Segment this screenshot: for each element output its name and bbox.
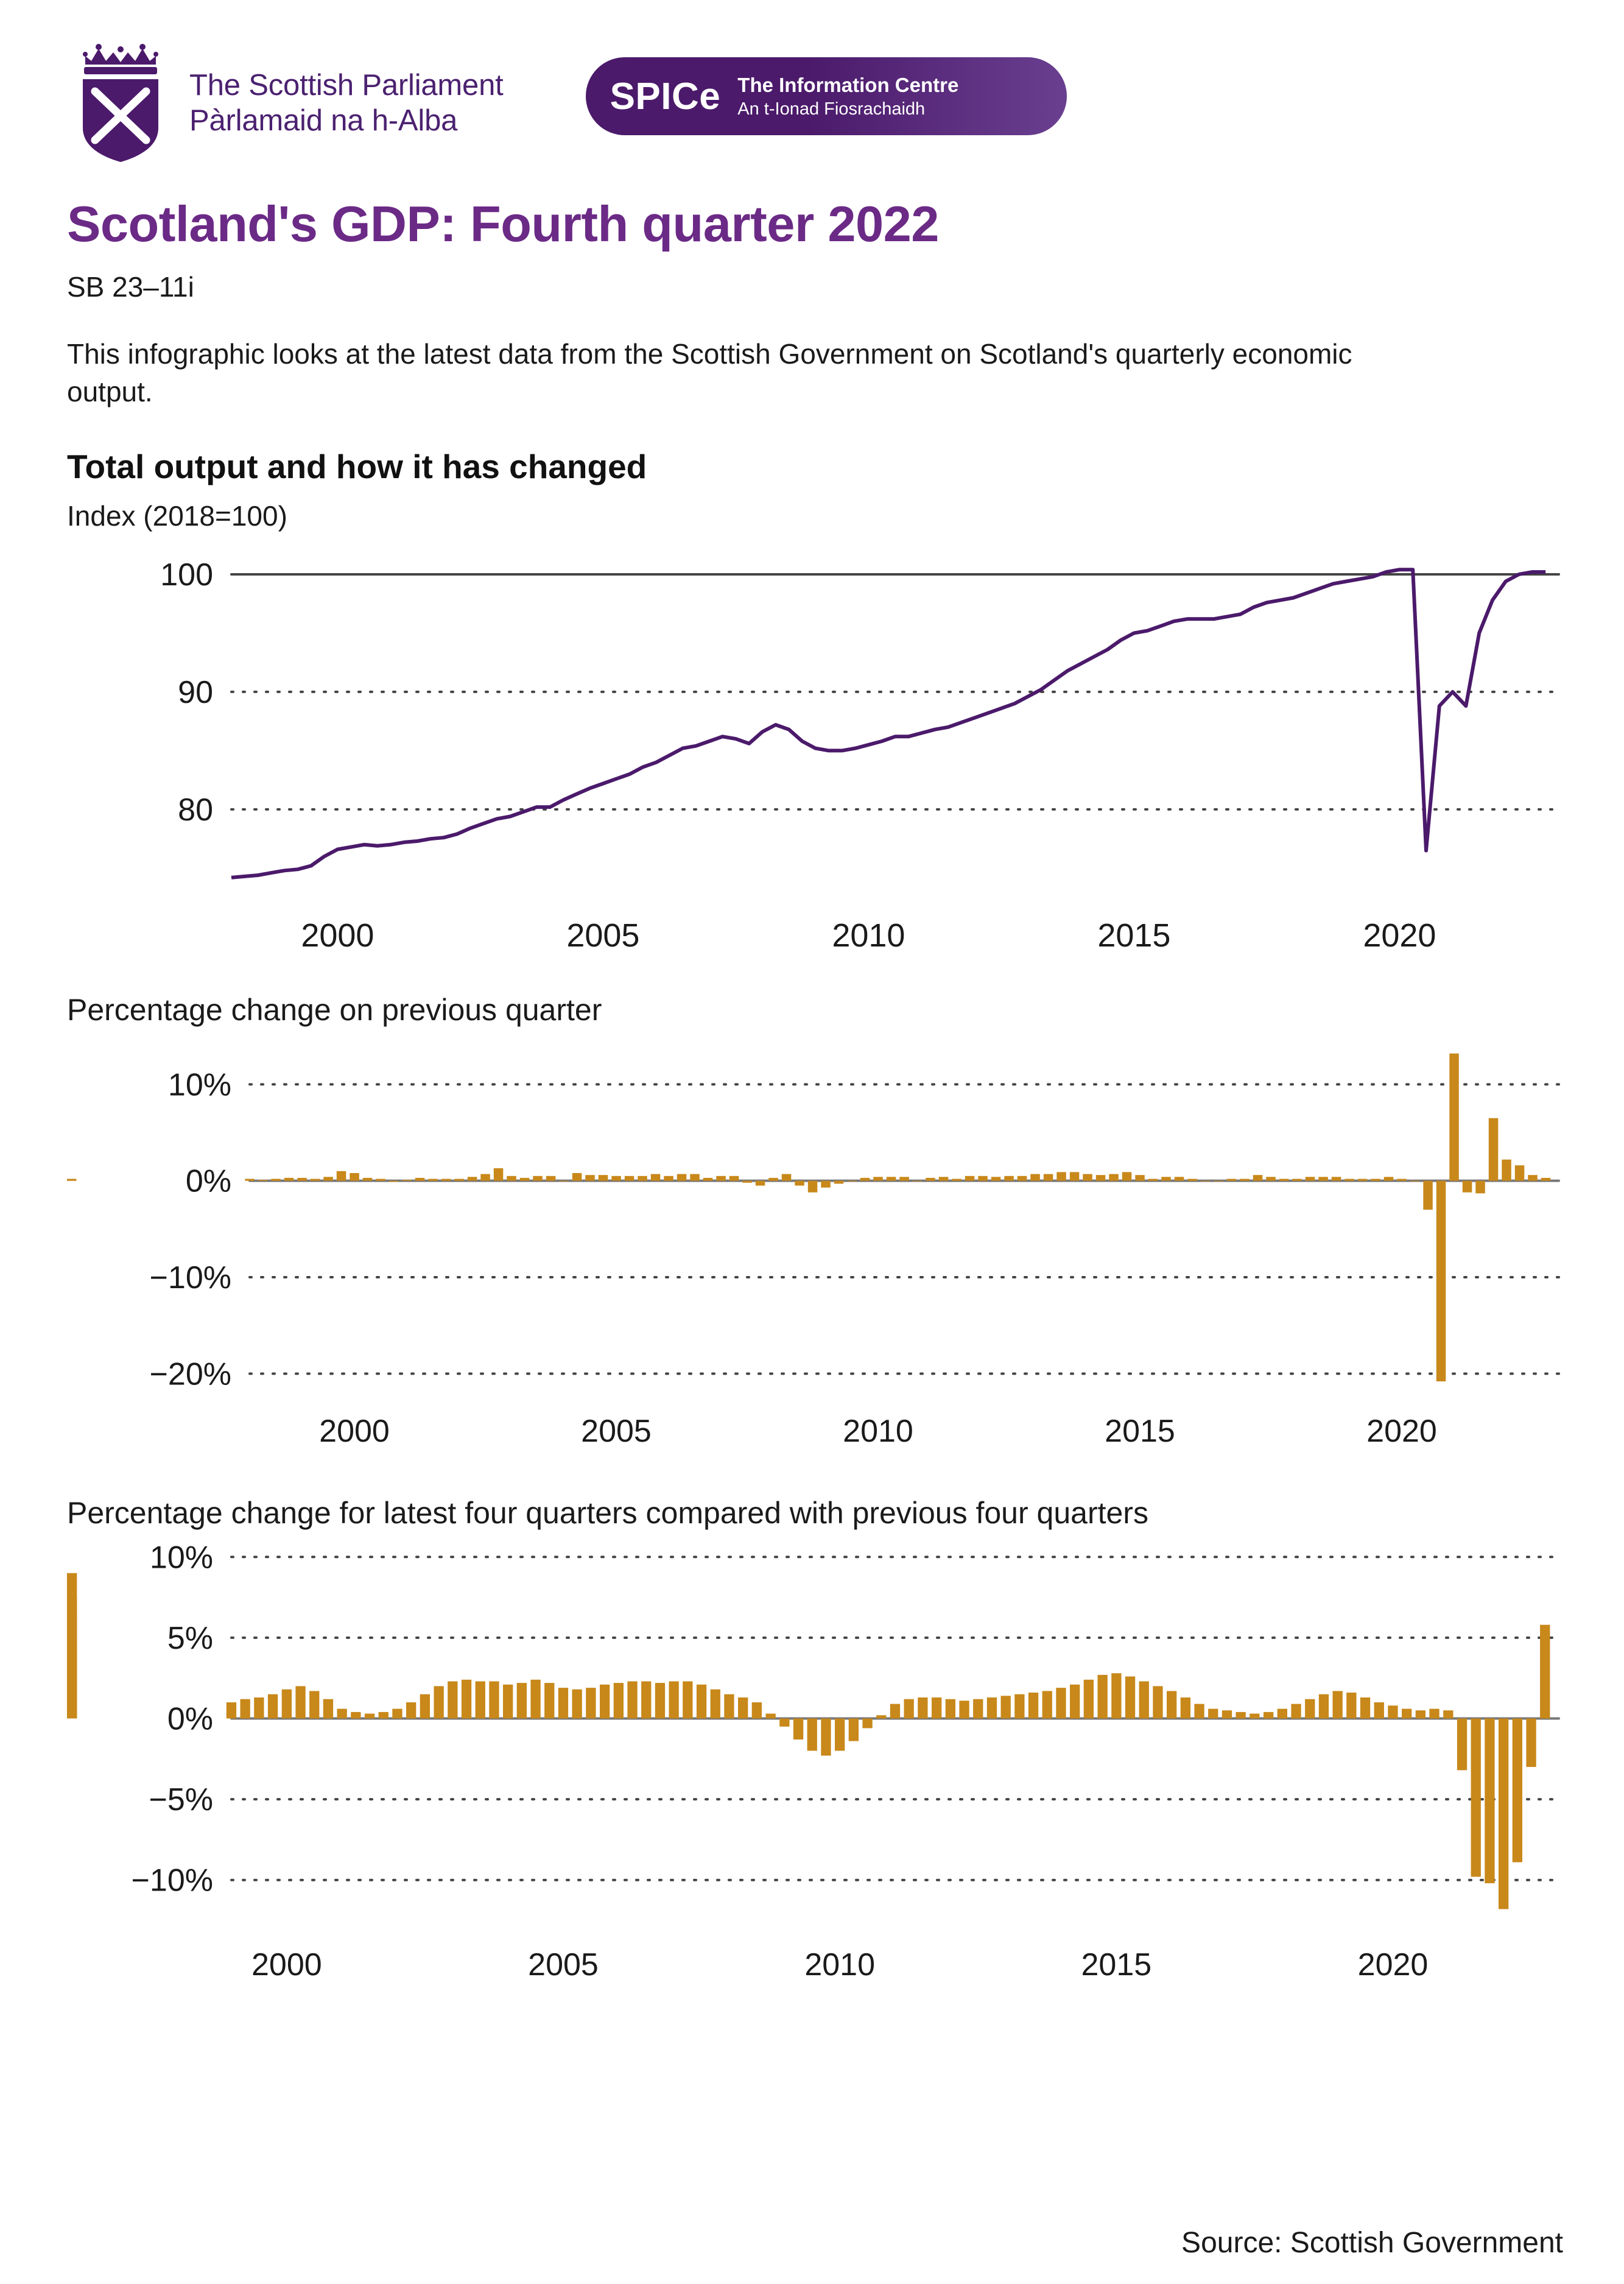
bar — [1463, 1181, 1472, 1193]
bar — [599, 1175, 608, 1181]
bar — [67, 1683, 77, 1718]
bar — [766, 1714, 776, 1719]
bar — [533, 1176, 543, 1181]
bar — [1139, 1682, 1149, 1719]
bar — [379, 1712, 388, 1719]
bar — [503, 1685, 513, 1719]
bar — [904, 1699, 914, 1719]
bar — [1540, 1625, 1550, 1719]
bar — [1489, 1118, 1499, 1181]
bar — [309, 1691, 319, 1719]
bar — [1333, 1691, 1343, 1719]
chart1-xtick-label: 2000 — [301, 917, 374, 954]
bar — [67, 1179, 77, 1181]
bar — [1098, 1675, 1108, 1719]
bar — [991, 1177, 1001, 1180]
bar — [1161, 1177, 1171, 1180]
bar — [572, 1690, 582, 1719]
bar — [939, 1177, 949, 1180]
intro-paragraph: This infographic looks at the latest data from the Scottish Government on Scotland's quarterly economic output. — [67, 338, 1352, 408]
page-header — [67, 44, 1563, 184]
chart1-xtick-label: 2015 — [1097, 917, 1171, 954]
bar — [1194, 1704, 1204, 1719]
bar — [376, 1179, 385, 1181]
bar — [1423, 1181, 1433, 1210]
chart3-xtick-label: 2005 — [528, 1947, 599, 1983]
chart-qoq-bars — [67, 1027, 1563, 1466]
chart1-ytick-label: 80 — [178, 792, 213, 828]
bar — [987, 1697, 997, 1719]
bar — [1001, 1696, 1011, 1718]
bar — [1044, 1174, 1053, 1181]
bar — [1208, 1709, 1218, 1719]
chart2-svg — [67, 1027, 1565, 1466]
bar — [1346, 1693, 1356, 1718]
bar — [1070, 1685, 1080, 1719]
bar — [572, 1173, 582, 1181]
bar — [1214, 1181, 1223, 1182]
bar — [1111, 1673, 1121, 1718]
chart1-svg — [67, 532, 1565, 959]
bar — [1083, 1174, 1092, 1181]
bar — [1526, 1719, 1536, 1768]
bar — [389, 1181, 399, 1182]
bar — [821, 1181, 831, 1188]
bar — [448, 1682, 457, 1719]
bar — [1541, 1178, 1551, 1181]
bar — [1515, 1165, 1525, 1180]
bar — [1264, 1712, 1273, 1719]
bar — [363, 1178, 373, 1181]
bar — [462, 1680, 471, 1719]
bar — [899, 1177, 909, 1180]
bar — [351, 1712, 360, 1719]
bar — [1416, 1710, 1425, 1718]
bar — [1345, 1179, 1354, 1181]
bar — [926, 1178, 935, 1181]
bar — [651, 1174, 661, 1181]
chart1-ytick-label: 100 — [160, 557, 213, 593]
bar — [890, 1704, 900, 1719]
bar — [1153, 1687, 1162, 1719]
chart3-svg — [67, 1531, 1565, 1993]
bar — [847, 1181, 857, 1182]
bar — [1222, 1710, 1232, 1718]
bar — [1148, 1179, 1158, 1181]
bar — [835, 1719, 845, 1751]
chart3-ytick-label: 10% — [149, 1540, 213, 1576]
bar — [1240, 1179, 1250, 1181]
chart2-xtick-label: 2000 — [319, 1414, 390, 1450]
bar — [625, 1176, 634, 1181]
bar — [1485, 1719, 1494, 1884]
chart-annual-bars — [67, 1531, 1563, 1993]
publication-reference: SB 23–11i — [67, 271, 194, 303]
chart3-ytick-label: 0% — [167, 1701, 213, 1737]
chart2-title: Percentage change on previous quarter — [67, 993, 602, 1027]
chart3-ytick-label: 5% — [167, 1621, 213, 1657]
bar — [415, 1178, 425, 1181]
spice-wordmark: SPICe — [610, 75, 721, 118]
bar — [297, 1178, 307, 1181]
bar — [1109, 1174, 1119, 1181]
bar — [434, 1687, 444, 1719]
bar — [337, 1171, 346, 1181]
bar — [756, 1181, 765, 1186]
bar — [1292, 1179, 1302, 1181]
section-heading: Total output and how it has changed — [67, 448, 647, 486]
bar — [834, 1181, 844, 1184]
bar — [254, 1697, 264, 1719]
bar — [1175, 1177, 1184, 1180]
bar — [600, 1685, 610, 1719]
bar — [611, 1176, 621, 1181]
bar — [742, 1181, 752, 1183]
chart1-title: Index (2018=100) — [67, 500, 287, 532]
bar — [1070, 1172, 1080, 1181]
bar — [1014, 1694, 1024, 1719]
bar — [258, 1180, 268, 1181]
bar — [779, 1719, 789, 1727]
spice-subtitle-gd: An t-Ionad Fiosrachaidh — [737, 99, 926, 119]
chart1-xtick-label: 2005 — [566, 917, 640, 954]
bar — [1266, 1177, 1276, 1180]
bar — [1084, 1680, 1094, 1719]
bar — [690, 1174, 700, 1181]
bar — [795, 1181, 804, 1186]
bar — [1167, 1691, 1176, 1719]
bar — [1374, 1702, 1384, 1719]
bar — [323, 1699, 333, 1719]
bar — [1187, 1179, 1197, 1181]
bar — [913, 1181, 923, 1182]
bar — [1449, 1054, 1459, 1181]
bar — [1402, 1709, 1411, 1719]
chart2-xtick-label: 2020 — [1366, 1414, 1437, 1450]
bar — [614, 1683, 624, 1718]
chart1-ytick-label: 90 — [178, 675, 213, 711]
bar — [284, 1178, 294, 1181]
bar — [1227, 1179, 1237, 1181]
chart3-xtick-label: 2010 — [804, 1947, 876, 1983]
bar — [873, 1177, 883, 1180]
bar — [973, 1699, 983, 1719]
bar — [849, 1719, 859, 1741]
bar — [402, 1180, 412, 1181]
bar — [1028, 1693, 1038, 1718]
bar — [1291, 1704, 1301, 1719]
bar — [808, 1181, 818, 1193]
bar — [1004, 1176, 1014, 1181]
bar — [530, 1680, 540, 1719]
bar — [1042, 1691, 1052, 1719]
chart2-xtick-label: 2015 — [1105, 1414, 1175, 1450]
bar — [489, 1682, 499, 1719]
bar — [282, 1690, 292, 1719]
bar — [918, 1697, 927, 1719]
bar — [468, 1177, 477, 1180]
bar — [1371, 1179, 1380, 1181]
chart2-xtick-label: 2005 — [581, 1414, 652, 1450]
chart2-ytick-label: 0% — [185, 1163, 231, 1199]
bar — [1030, 1174, 1040, 1181]
source-note: Source: Scottish Government — [1181, 2227, 1563, 2259]
bar — [337, 1709, 347, 1719]
bar — [1018, 1176, 1027, 1181]
bar — [716, 1176, 726, 1181]
bar — [1397, 1179, 1407, 1181]
chart3-ytick-label: −10% — [131, 1863, 213, 1898]
bar — [932, 1697, 941, 1719]
bar — [738, 1697, 748, 1719]
chart2-ytick-label: −20% — [149, 1356, 231, 1392]
bar — [793, 1719, 803, 1740]
bar — [245, 1179, 255, 1181]
page-title: Scotland's GDP: Fourth quarter 2022 — [67, 196, 939, 252]
bar — [1457, 1719, 1467, 1771]
bar — [1475, 1181, 1485, 1194]
bar — [585, 1175, 595, 1181]
chart3-xtick-label: 2020 — [1357, 1947, 1429, 1983]
bar — [683, 1682, 692, 1719]
bar — [703, 1178, 713, 1181]
chart3-xtick-label: 2000 — [251, 1947, 322, 1983]
bar — [1181, 1697, 1190, 1719]
bar — [768, 1178, 778, 1181]
bar — [946, 1699, 955, 1719]
bar — [807, 1719, 817, 1751]
bar — [271, 1179, 281, 1181]
bar — [454, 1179, 464, 1181]
bar — [544, 1683, 554, 1718]
bar — [664, 1176, 673, 1181]
bar — [520, 1178, 530, 1181]
bar — [1319, 1694, 1329, 1719]
bar — [638, 1176, 647, 1181]
bar — [1236, 1712, 1246, 1719]
bar — [1388, 1705, 1397, 1718]
scottish-parliament-crest-icon — [67, 44, 174, 163]
chart3-ytick-label: −5% — [149, 1782, 213, 1818]
bar — [965, 1176, 975, 1181]
chart3-title: Percentage change for latest four quarters compared with previous four quarters — [67, 1496, 1148, 1531]
spice-subtitle-en: The Information Centre — [737, 74, 959, 97]
bar — [669, 1682, 679, 1719]
bar — [876, 1715, 886, 1718]
parliament-name-en: The Scottish Parliament — [189, 68, 504, 102]
bar — [507, 1176, 516, 1181]
bar — [268, 1694, 278, 1719]
bar — [1358, 1179, 1368, 1181]
bar — [350, 1173, 359, 1181]
bar — [295, 1687, 305, 1719]
bar — [1278, 1709, 1287, 1719]
bar — [729, 1176, 739, 1181]
bar — [1528, 1175, 1538, 1181]
bar — [494, 1168, 504, 1181]
bar — [1436, 1181, 1446, 1381]
chart2-ytick-label: 10% — [167, 1067, 231, 1103]
bar — [978, 1176, 988, 1181]
chart2-ytick-label: −10% — [149, 1260, 231, 1296]
bar — [1056, 1688, 1066, 1718]
bar — [627, 1682, 637, 1719]
bar — [1096, 1175, 1106, 1181]
bar — [476, 1682, 485, 1719]
bar — [420, 1694, 430, 1719]
bar — [480, 1174, 490, 1181]
chart1-xtick-label: 2020 — [1363, 917, 1436, 954]
bar — [959, 1701, 969, 1718]
bar — [655, 1683, 665, 1718]
chart2-xtick-label: 2010 — [843, 1414, 913, 1450]
spice-logo — [586, 57, 1067, 135]
bar — [952, 1179, 961, 1181]
bar — [1318, 1177, 1328, 1180]
bar — [1332, 1177, 1341, 1180]
bar — [1429, 1709, 1439, 1719]
bar — [752, 1702, 762, 1719]
bar — [887, 1177, 896, 1180]
bar — [697, 1685, 706, 1719]
bar — [227, 1702, 236, 1719]
bar — [1056, 1172, 1066, 1181]
bar — [558, 1688, 568, 1718]
bar — [1443, 1710, 1453, 1718]
bar — [441, 1179, 451, 1181]
spice-subtitle — [737, 72, 958, 120]
bar — [1499, 1719, 1508, 1909]
bar — [1135, 1175, 1145, 1181]
bar — [1471, 1719, 1481, 1877]
bar — [711, 1690, 720, 1719]
bar — [724, 1694, 734, 1719]
bar — [406, 1702, 416, 1719]
bar — [546, 1176, 556, 1181]
bar — [517, 1683, 527, 1718]
bar — [1410, 1181, 1420, 1182]
bar — [311, 1179, 320, 1181]
bar — [1384, 1177, 1394, 1180]
bar — [365, 1714, 374, 1719]
bar — [1502, 1160, 1511, 1181]
parliament-logo — [67, 44, 504, 163]
bar — [241, 1699, 250, 1719]
bar — [1360, 1697, 1370, 1719]
bar — [428, 1179, 438, 1181]
bar — [641, 1682, 651, 1719]
bar — [1279, 1179, 1289, 1181]
chart1-xtick-label: 2010 — [832, 917, 905, 954]
bar — [862, 1719, 872, 1729]
bar — [1306, 1177, 1315, 1180]
bar — [559, 1181, 569, 1182]
bar — [821, 1719, 831, 1756]
bar — [1513, 1719, 1522, 1863]
bar — [1125, 1677, 1135, 1719]
bar — [1122, 1172, 1132, 1181]
bar — [1201, 1181, 1211, 1182]
parliament-wordmark — [189, 68, 504, 139]
bar — [1250, 1714, 1259, 1719]
bar — [1305, 1699, 1315, 1719]
bar — [860, 1178, 870, 1181]
bar — [323, 1177, 333, 1180]
bar — [782, 1174, 792, 1181]
chart1-series-line — [231, 569, 1545, 878]
chart-index-line — [67, 532, 1563, 959]
bar — [392, 1709, 402, 1719]
bar — [677, 1174, 687, 1181]
bar — [1253, 1175, 1263, 1181]
chart3-xtick-label: 2015 — [1081, 1947, 1152, 1983]
bar — [586, 1688, 596, 1718]
parliament-name-gd: Pàrlamaid na h-Alba — [189, 104, 458, 137]
